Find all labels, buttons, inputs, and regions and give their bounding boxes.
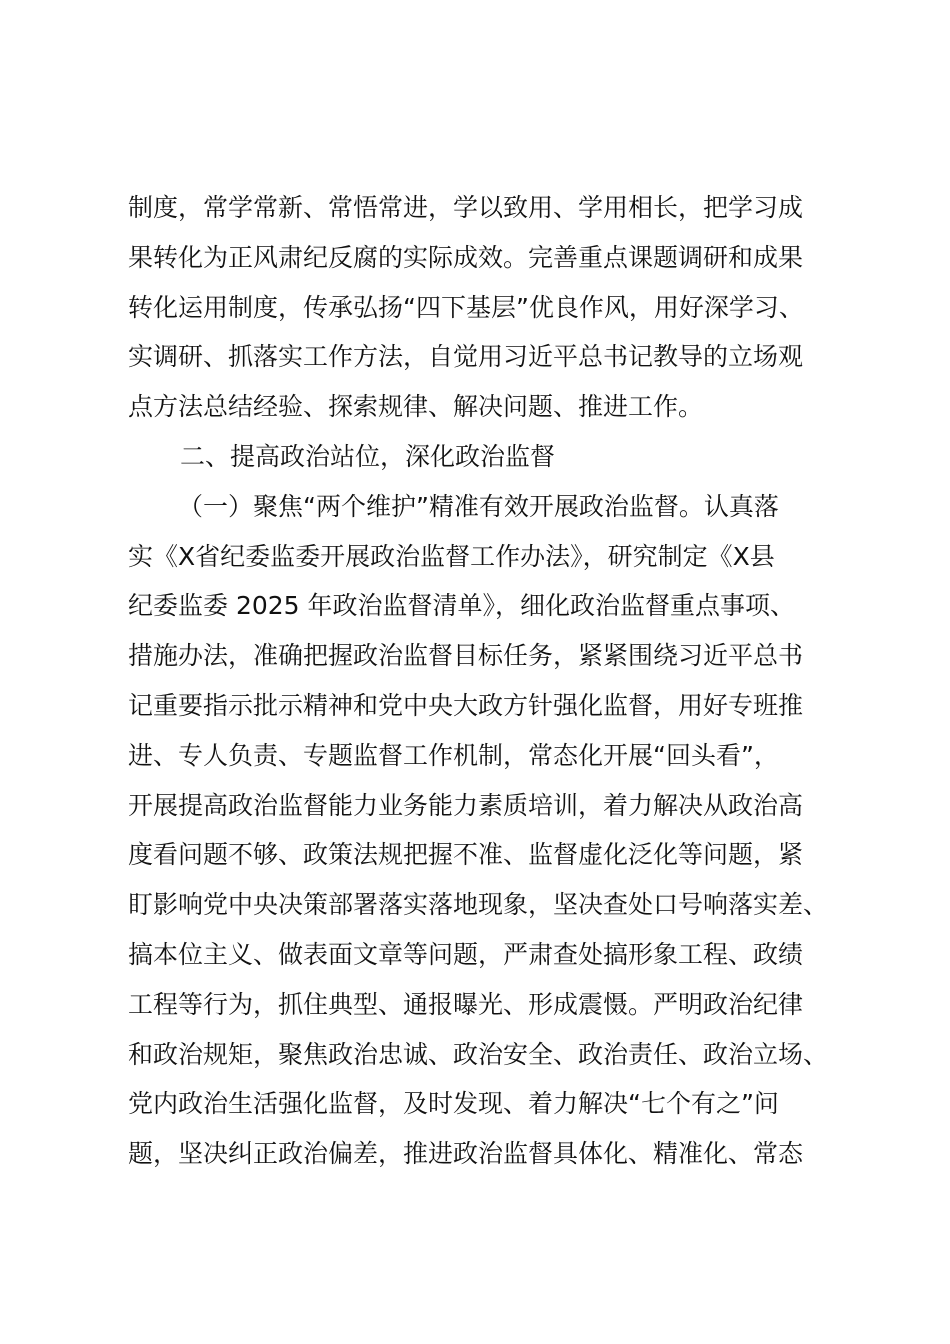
paragraph-line: 开展提高政治监督能力业务能力素质培训，着力解决从政治高 [128, 790, 804, 820]
paragraph-line: 纪委监委 2025 年政治监督清单》，细化政治监督重点事项、 [128, 591, 796, 621]
section-heading: 二、提高政治站位，深化政治监督 [180, 441, 556, 471]
paragraph-line: 点方法总结经验、探索规律、解决问题、推进工作。 [128, 392, 704, 422]
paragraph-line: 制度，常学常新、常悟常进，学以致用、学用相长，把学习成 [128, 193, 804, 222]
paragraph-line: 措施办法，准确把握政治监督目标任务，紧紧围绕习近平总书 [128, 641, 804, 671]
paragraph-line: 记重要指示批示精神和党中央大政方针强化监督，用好专班推 [128, 690, 804, 720]
paragraph-line: 盯影响党中央决策部署落实落地现象，坚决查处口号响落实差、 [128, 890, 829, 920]
subsection-heading-line: （一）聚焦“两个维护”精准有效开展政治监督。认真落 [178, 491, 779, 521]
paragraph-line: 果转化为正风肃纪反腐的实际成效。完善重点课题调研和成果 [128, 242, 804, 272]
paragraph-line: 转化运用制度，传承弘扬“四下基层”优良作风，用好深学习、 [128, 292, 804, 322]
paragraph-line: 实《X省纪委监委开展政治监督工作办法》，研究制定《X县 [128, 541, 775, 571]
document-body [128, 183, 848, 1179]
paragraph-line: 党内政治生活强化监督，及时发现、着力解决“七个有之”问 [128, 1089, 779, 1119]
paragraph-line: 搞本位主义、做表面文章等问题，严肃查处搞形象工程、政绩 [128, 939, 804, 969]
paragraph-line: 实调研、抓落实工作方法，自觉用习近平总书记教导的立场观 [128, 342, 804, 372]
paragraph-line: 题，坚决纠正政治偏差，推进政治监督具体化、精准化、常态 [128, 1139, 804, 1169]
paragraph-line: 度看问题不够、政策法规把握不准、监督虚化泛化等问题，紧 [128, 840, 804, 870]
paragraph-line: 进、专人负责、专题监督工作机制，常态化开展“回头看”， [128, 740, 779, 770]
paragraph-line: 和政治规矩，聚焦政治忠诚、政治安全、政治责任、政治立场、 [128, 1039, 829, 1069]
paragraph-line: 工程等行为，抓住典型、通报曝光、形成震慑。严明政治纪律 [128, 989, 804, 1019]
